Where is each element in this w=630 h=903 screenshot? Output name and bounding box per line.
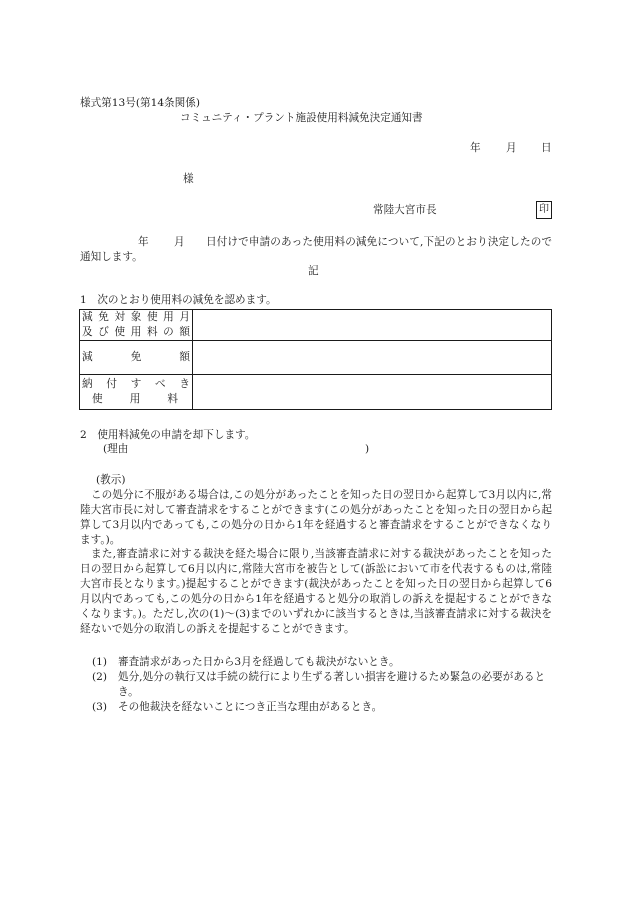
intro-text: 日付けで申請のあった使用料の減免について,下記のとおり決定したので通知します。 (80, 236, 552, 263)
intro-month: 月 (174, 236, 185, 248)
table-row (80, 310, 552, 341)
label-text: 使 用 料 (92, 393, 178, 405)
section2-heading: 2 使用料減免の申請を却下します。 (80, 429, 256, 441)
intro-year: 年 (138, 236, 149, 248)
list-item (92, 700, 552, 715)
seal-mark: 印 (536, 201, 552, 219)
table-label-cell (80, 310, 193, 341)
table-value-cell[interactable] (193, 375, 552, 410)
list-item-text: その他裁決を経ないことにつき正当な理由があるとき。 (118, 701, 383, 713)
date-day: 日 (541, 142, 552, 154)
section1-heading: 1 次のとおり使用料の減免を認めます。 (80, 294, 277, 306)
date-month: 月 (506, 142, 517, 154)
label-text: 納 付 す べ き (82, 378, 190, 390)
table-value-cell[interactable] (193, 341, 552, 375)
ki-heading: 記 (308, 265, 319, 277)
list-item (92, 655, 552, 670)
label-text: 減 免 額 (82, 351, 190, 363)
list-item-number: (2) (92, 671, 108, 683)
notice-paragraph-2: また,審査請求に対する裁決を経た場合に限り,当該審査請求に対する裁決があったことを知った日の翌日から起算して6月以内に,常陸大宮市を被告として(訴訟において市を代表するものは,常陸大宮市長となります。)提起することができます(裁決があったことを知った日の翌日から起算して6月以内であっても,この処分の日から1年を経過すると処分の取消しの訴えを提起することができなくなります。)。ただし,次の(1)～(3)までのいずれかに該当するときは,当該審査請求に対する裁決を経ないで処分の取消しの訴えを提起することができます。 (80, 548, 552, 635)
table-label-cell (80, 341, 193, 375)
addressee-suffix: 様 (183, 173, 194, 185)
list-item-text: 審査請求があった日から3月を経過しても裁決がないとき。 (118, 656, 400, 668)
document-title: コミュニティ・プラント施設使用料減免決定通知書 (180, 112, 423, 124)
notice-heading: (教示) (96, 474, 126, 486)
list-item (92, 670, 552, 700)
reason-open: (理由 (103, 443, 129, 455)
label-text: 減 免 対 象 使 用 月 (82, 311, 190, 323)
table-label-cell (80, 375, 193, 410)
table-row (80, 375, 552, 410)
reduction-table (79, 309, 552, 410)
form-number: 様式第13号(第14条関係) (80, 97, 200, 109)
notice-items (92, 655, 552, 715)
issuer-name: 常陸大宮市長 (373, 204, 437, 216)
list-item-text: 処分,処分の執行又は手続の続行により生ずる著しい損害を避けるため緊急の必要があるとき。 (118, 671, 546, 698)
list-item-number: (1) (92, 656, 108, 668)
label-text: 及 び 使 用 料 の 額 (82, 326, 190, 338)
notice-paragraph-1: この処分に不服がある場合は,この処分があったことを知った日の翌日から起算して3月以内に,常陸大宮市長に対して審査請求をすることができます(この処分があったことを知った日の翌日から起算して3月以内であっても,この処分の日から1年を経過すると審査請求をすることができなくなります。)。 (80, 489, 552, 546)
list-item-number: (3) (92, 701, 108, 713)
reason-close: ) (365, 443, 370, 455)
date-year: 年 (470, 142, 481, 154)
table-row (80, 341, 552, 375)
table-value-cell[interactable] (193, 310, 552, 341)
